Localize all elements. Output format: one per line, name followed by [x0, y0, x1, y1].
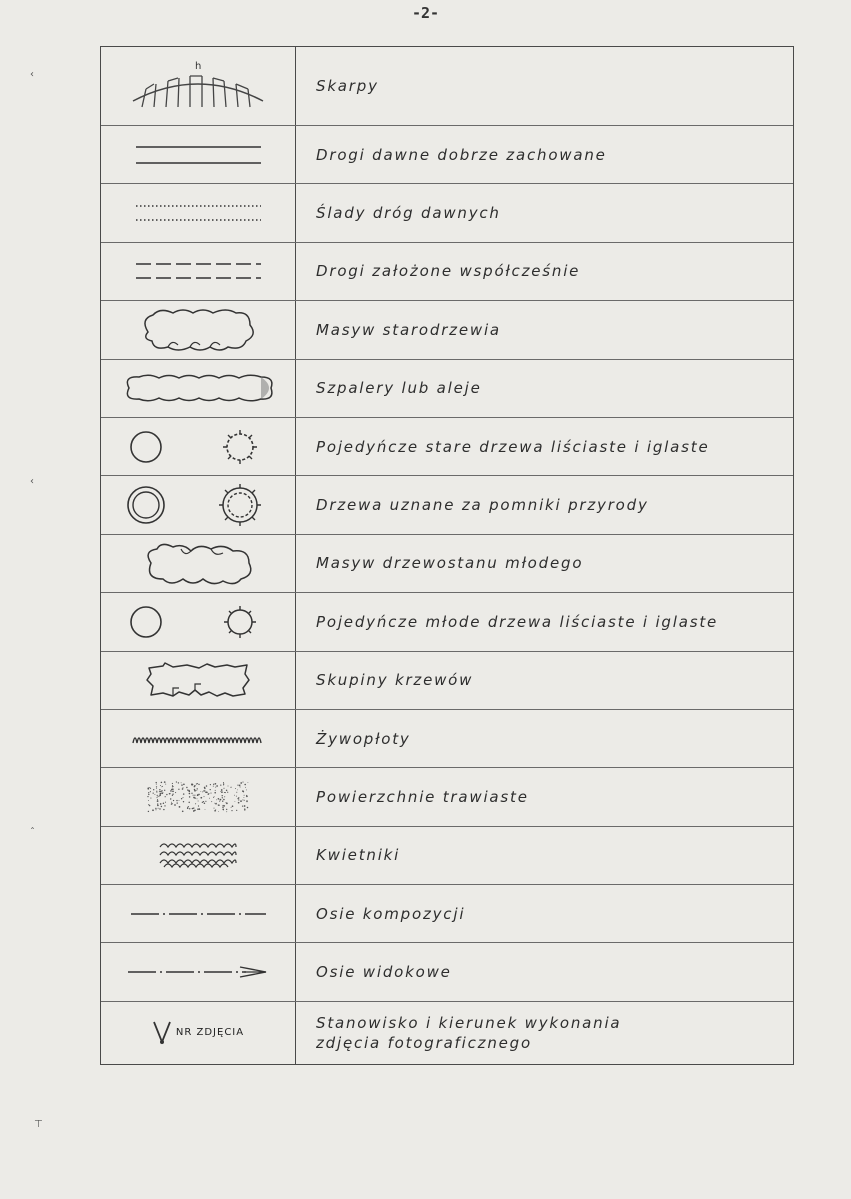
photo-point-symbol — [152, 1020, 172, 1046]
symbol-cell — [101, 184, 296, 241]
legend-label: Drzewa uznane za pomniki przyrody — [316, 496, 649, 515]
legend-row — [101, 709, 793, 767]
symbol-cell — [101, 243, 296, 300]
double-solid-line-symbol — [136, 145, 261, 165]
legend-row — [101, 475, 793, 533]
legend-label: Osie kompozycji — [316, 904, 466, 923]
legend-label-line1: Stanowisko i kierunek wykonania — [316, 1013, 622, 1032]
legend-label: Kwietniki — [316, 846, 401, 865]
grass-area-symbol — [148, 782, 248, 812]
legend-label: Pojedyńcze stare drzewa liściaste i iglaste — [316, 437, 710, 456]
legend-row — [101, 826, 793, 884]
symbol-cell — [101, 360, 296, 417]
legend-row — [101, 1001, 793, 1064]
flowerbed-symbol — [158, 841, 238, 869]
legend-table — [100, 46, 794, 1065]
page-number: -2- — [411, 4, 440, 22]
double-dotted-line-symbol — [136, 203, 261, 223]
single-old-trees-symbol — [128, 427, 268, 467]
legend-row — [101, 884, 793, 942]
symbol-cell — [101, 1002, 296, 1064]
view-axis-symbol — [128, 966, 268, 978]
legend-row — [101, 592, 793, 650]
legend-row — [101, 942, 793, 1000]
margin-mark: ˆ — [30, 827, 35, 838]
legend-row — [101, 359, 793, 417]
symbol-cell — [101, 476, 296, 533]
legend-label: Powierzchnie trawiaste — [316, 787, 529, 806]
legend-row — [101, 534, 793, 592]
symbol-cell — [101, 126, 296, 183]
embankment-symbol — [128, 59, 268, 114]
legend-row — [101, 767, 793, 825]
legend-row — [101, 125, 793, 183]
symbol-cell — [101, 652, 296, 709]
legend-label: Żywopłoty — [316, 729, 411, 748]
symbol-cell — [101, 47, 296, 125]
legend-row — [101, 417, 793, 475]
symbol-cell — [101, 710, 296, 767]
margin-mark: ‹ — [30, 69, 34, 80]
symbol-cell — [101, 593, 296, 650]
shrub-group-symbol — [143, 660, 253, 700]
photo-number-caption: NR ZDJĘCIA — [175, 1027, 245, 1039]
symbol-cell — [101, 943, 296, 1000]
legend-label: Osie widokowe — [316, 963, 452, 982]
embankment-height-label: h — [195, 60, 202, 72]
legend-label: Masyw starodrzewia — [316, 320, 501, 339]
legend-label: Szpalery lub aleje — [316, 379, 482, 398]
symbol-cell — [101, 418, 296, 475]
legend-row — [101, 183, 793, 241]
legend-label: Drogi założone współcześnie — [316, 262, 581, 281]
symbol-cell — [101, 885, 296, 942]
old-tree-mass-symbol — [138, 307, 258, 352]
legend-label: Pojedyńcze młode drzewa liściaste i iglaste — [316, 612, 719, 631]
legend-label: Drogi dawne dobrze zachowane — [316, 145, 607, 164]
legend-label-line2: zdjęcia fotograficznego — [316, 1033, 532, 1052]
tree-row-symbol — [121, 373, 276, 403]
legend-row — [101, 300, 793, 358]
hedge-symbol — [133, 731, 263, 747]
legend-row — [101, 242, 793, 300]
symbol-cell — [101, 535, 296, 592]
composition-axis-symbol — [131, 909, 266, 919]
legend-label: Ślady dróg dawnych — [316, 204, 501, 223]
legend-label: Skupiny krzewów — [316, 671, 474, 690]
double-dashed-line-symbol — [136, 261, 261, 281]
margin-mark: ‹ — [30, 476, 34, 487]
symbol-cell — [101, 301, 296, 358]
legend-label: Skarpy — [316, 77, 379, 95]
legend-label: Masyw drzewostanu młodego — [316, 554, 584, 573]
symbol-cell — [101, 827, 296, 884]
young-tree-mass-symbol — [141, 541, 256, 586]
single-young-trees-symbol — [128, 602, 268, 642]
legend-row — [101, 651, 793, 709]
legend-row — [101, 47, 793, 125]
symbol-cell — [101, 768, 296, 825]
nature-monument-trees-symbol — [128, 482, 268, 528]
legend-label — [296, 1002, 793, 1064]
margin-mark: ⊤ — [34, 1119, 43, 1130]
